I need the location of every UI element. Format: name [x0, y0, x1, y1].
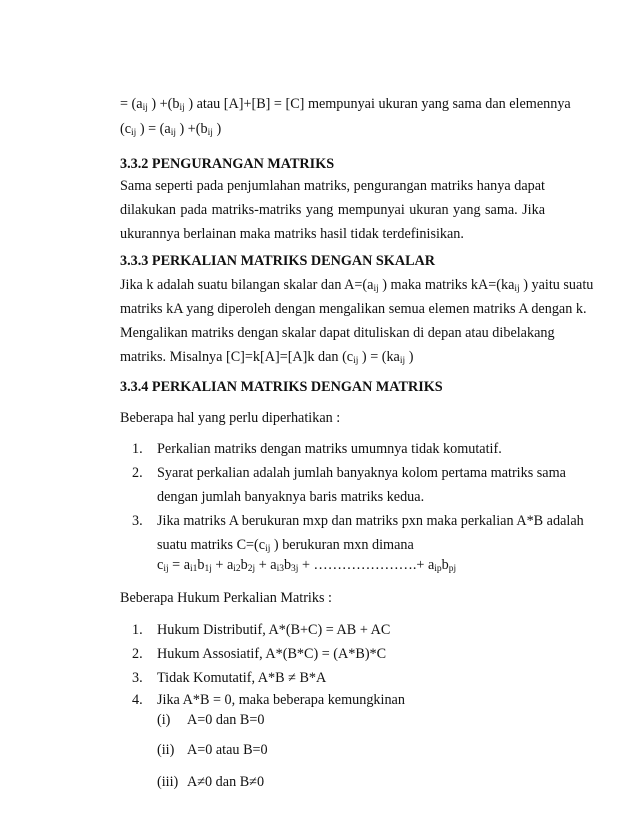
- paragraph-line: Beberapa Hukum Perkalian Matriks :: [120, 590, 332, 606]
- paragraph-line: ($c_{ij}$ ) = ($a_{ij}$ ) $+(b_{ij}$ ): [120, 121, 222, 138]
- sub-list-item: (ii) A=0 atau B=0: [157, 742, 268, 758]
- paragraph-line: = ($a_{ij}$ ) $+(b_{ij}$ ) atau [A]+[B] = [C] mempunyai ukuran yang sama dan elemennya: [120, 96, 571, 113]
- section-heading: 3.3.3 PERKALIAN MATRIKS DENGAN SKALAR: [120, 253, 436, 269]
- list-item-continuation: dengan jumlah banyaknya baris matriks kedua.: [157, 489, 425, 505]
- paragraph-line: ukurannya berlainan maka matriks hasil tidak terdefinisikan.: [120, 226, 464, 242]
- list-item-continuation: suatu matriks $C=(c_{ij}$ ) berukuran mxn dimana: [157, 537, 414, 554]
- paragraph-line: matriks kA yang diperoleh dengan mengalikan semua elemen matriks A dengan k.: [120, 301, 587, 317]
- sub-list-item: (iii) A≠0 dan B≠0: [157, 774, 265, 790]
- paragraph-line: Jika k adalah suatu bilangan skalar dan $A=(a_{ij}$ ) maka matriks $kA=(ka_{ij}$ ) yaitu suatu: [120, 277, 594, 294]
- formula: $c_{ij} = a_{i1}b_{1j} + a_{i2}b_{2j} + a_{i3}b_{3j}$ + ………………….+ $a_{ip}b_{pj}$: [157, 557, 457, 574]
- paragraph-line: Sama seperti pada penjumlahan matriks, pengurangan matriks hanya dapat: [120, 178, 545, 194]
- paragraph-line: matriks. Misalnya [C]=k[A]=[A]k dan ($c_{ij}$ ) = ($ka_{ij}$ ): [120, 349, 414, 366]
- section-heading: 3.3.2 PENGURANGAN MATRIKS: [120, 156, 335, 172]
- paragraph-line: dilakukan pada matriks-matriks yang mempunyai ukuran yang sama. Jika: [120, 202, 545, 218]
- paragraph-line: Beberapa hal yang perlu diperhatikan :: [120, 410, 341, 426]
- section-heading: 3.3.4 PERKALIAN MATRIKS DENGAN MATRIKS: [120, 379, 443, 395]
- paragraph-line: Mengalikan matriks dengan skalar dapat dituliskan di depan atau dibelakang: [120, 325, 555, 341]
- sub-list-item: (i) A=0 dan B=0: [157, 712, 265, 728]
